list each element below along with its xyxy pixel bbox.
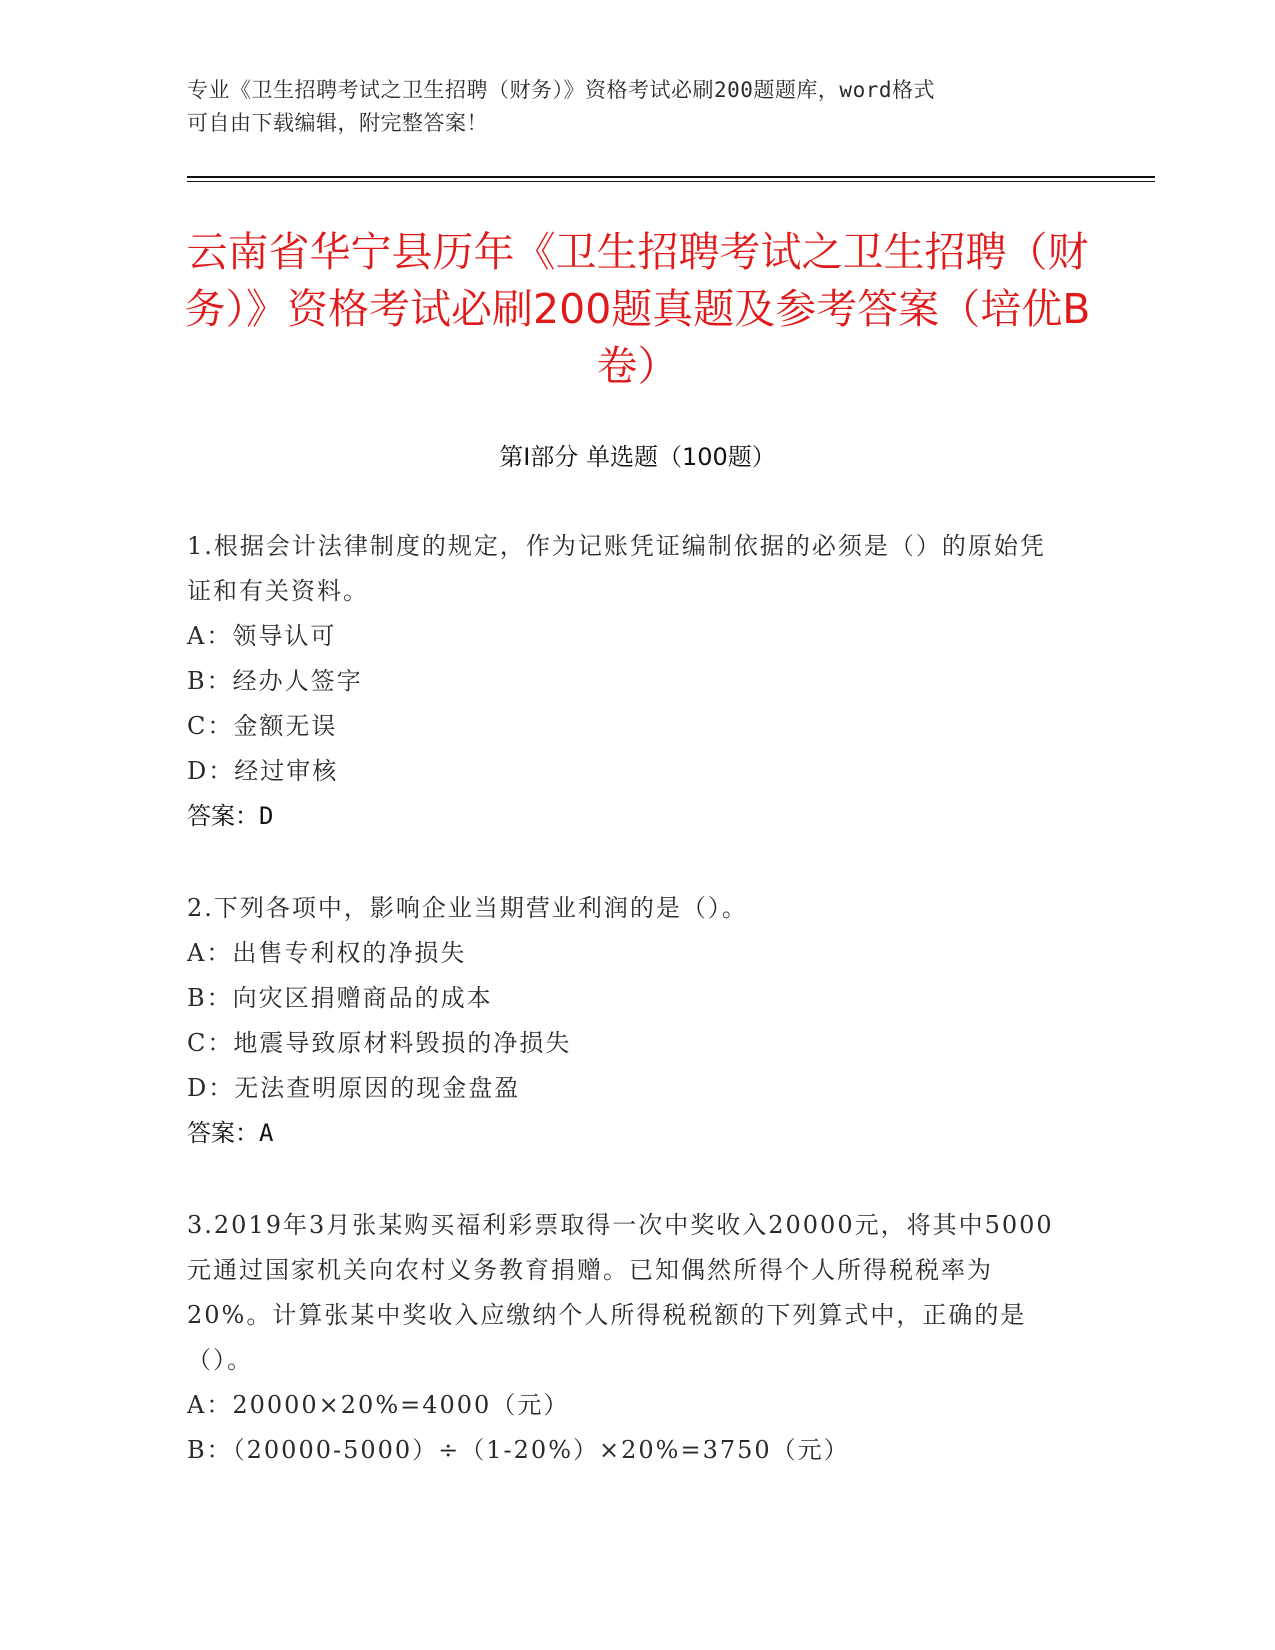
- option-d: D：经过审核: [187, 757, 339, 785]
- option-b: B：经办人签字: [187, 667, 363, 695]
- answer-label: 答案：: [187, 1119, 259, 1147]
- answer-value: A: [259, 1119, 274, 1147]
- question-text: 1.根据会计法律制度的规定，作为记账凭证编制依据的必须是（）的原始凭证和有关资料。: [187, 532, 1046, 605]
- option-a: A：出售专利权的净损失: [187, 939, 467, 967]
- header-divider-thin: [187, 181, 1155, 182]
- header-note-line: 可自由下载编辑，附完整答案！: [187, 111, 488, 135]
- option-a: A：20000×20%=4000（元）: [187, 1391, 570, 1419]
- option-c: C：地震导致原材料毁损的净损失: [187, 1029, 572, 1057]
- option-a: A：领导认可: [187, 622, 337, 650]
- header-divider-thick: [187, 176, 1155, 178]
- option-b: B：向灾区捐赠商品的成本: [187, 984, 493, 1012]
- question-item: [187, 524, 1067, 839]
- question-item: [187, 1203, 1067, 1473]
- question-item: [187, 886, 1067, 1156]
- answer-line: [187, 1111, 1067, 1156]
- document-title: 云南省华宁县历年《卫生招聘考试之卫生招聘（财务）》资格考试必刷200题真题及参考答案（培优B卷）: [184, 228, 1091, 390]
- answer-line: [187, 794, 1067, 839]
- header-note-line: 专业《卫生招聘考试之卫生招聘（财务）》资格考试必刷200题题库，word格式: [187, 78, 935, 102]
- option-d: D：无法查明原因的现金盘盈: [187, 1074, 521, 1102]
- question-text: 3.2019年3月张某购买福利彩票取得一次中奖收入20000元，将其中5000元通过国家机关向农村义务教育捐赠。已知偶然所得个人所得税税率为20%。计算张某中奖收入应缴纳个人所得税税额的下列算式中，正确的是（）。: [187, 1211, 1054, 1374]
- header-note: [187, 74, 1057, 140]
- option-b: B：（20000-5000）÷（1-20%）×20%=3750（元）: [187, 1436, 850, 1464]
- answer-value: D: [259, 802, 274, 830]
- option-c: C：金额无误: [187, 712, 338, 740]
- answer-label: 答案：: [187, 802, 259, 830]
- question-text: 2.下列各项中，影响企业当期营业利润的是（）。: [187, 894, 748, 922]
- question-list: [187, 524, 1067, 1520]
- section-heading: 第I部分 单选题（100题）: [499, 443, 776, 471]
